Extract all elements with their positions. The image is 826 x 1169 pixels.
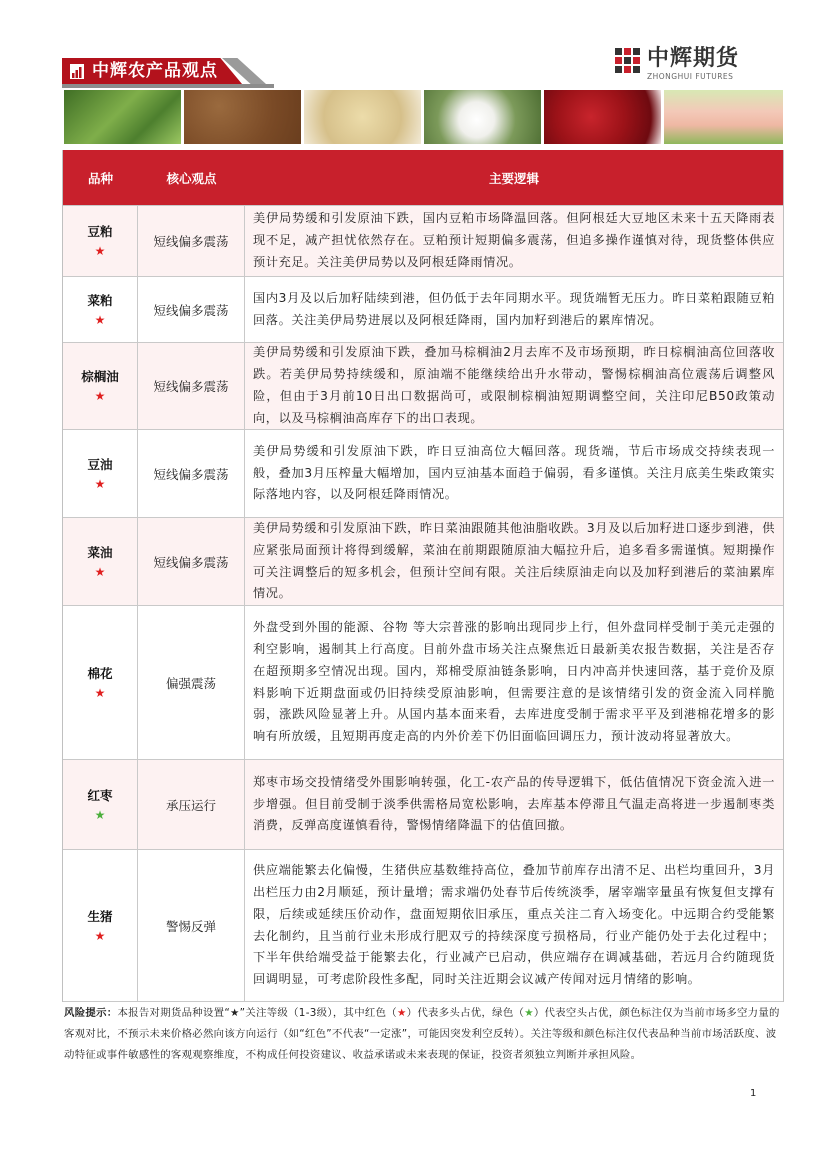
rapeseed-meal-photo (304, 90, 421, 144)
variety-name: 棕榈油 (81, 369, 119, 384)
main-logic-cell: 郑枣市场交投情绪受外围影响转强，化工-农产品的传导逻辑下，低估值情况下资金流入进一步增强。但目前受制于淡季供需格局宽松影响，去库基本停滞且气温走高将进一步遏制枣类消费，反弹高度谨慎看待，警惕情绪降温下的估值回撤。 (245, 760, 783, 849)
main-logic-cell: 美伊局势缓和引发原油下跌，叠加马棕榈油2月去库不及市场预期，昨日棕榈油高位回落收跌。若美伊局势持续缓和，原油端不能继续给出升水带动，警惕棕榈油高位震荡后调整风险，但由于3月前10日出口数据尚可，或限制棕榈油短期调整空间，关注印尼B50政策动向，以及马棕榈油高库存下的出口表现。 (245, 343, 783, 429)
variety-cell (63, 343, 138, 429)
logo-text-en: ZHONGHUI FUTURES (647, 72, 734, 81)
star-icon: ★ (94, 564, 106, 579)
variety-label-group (87, 786, 112, 824)
table-row (63, 205, 783, 276)
star-icon: ★ (94, 807, 106, 822)
green-star-icon: ★ (524, 1007, 534, 1019)
core-view-cell: 短线偏多震荡 (138, 518, 245, 605)
red-dates-photo (544, 90, 661, 144)
variety-name: 豆油 (87, 456, 113, 472)
main-logic-cell: 供应端能繁去化偏慢，生猪供应基数维持高位，叠加节前库存出清不足、出栏均重回升，3月出栏压力由2月顺延，预计量增；需求端仍处春节后传统淡季，屠宰端宰量虽有恢复但支撑有限，后续或延续压价动作，盘面短期依旧承压，重点关注二育入场变化。中远期合约受能繁去化制约，且当前行业未形成行肥双亏的持续深度亏损格局，行业产能仍处于去化过程中；下半年供给端受益于能繁去化，行业减产已启动，供应端存在调减基础，若远月合约随现货回调明显，可考虑阶段性多配，同时关注近期会议减产传闻对远月情绪的影响。 (253, 862, 775, 987)
star-icon: ★ (94, 244, 106, 258)
chart-up-icon (70, 62, 86, 80)
star-icon: ★ (94, 389, 106, 403)
company-logo (615, 46, 765, 81)
star-icon: ★ (94, 928, 106, 943)
risk-notice (64, 1003, 782, 1066)
table-row (63, 759, 783, 849)
cotton-photo (424, 90, 541, 144)
star-icon: ★ (94, 312, 106, 327)
main-logic-cell: 美伊局势缓和引发原油下跌，昨日菜油跟随其他油脂收跌。3月及以后加籽进口逐步到港，供应紧张局面预计将得到缓解，菜油在前期跟随原油大幅拉升后，追多看多需谨慎。短期操作可关注调整后的短多机会，但预计空间有限。关注后续原油走向以及加籽到港后的菜油累库情况。 (245, 518, 783, 605)
main-logic-cell: 国内3月及以后加籽陆续到港，但仍低于去年同期水平。现货端暂无压力。昨日菜粕跟随豆粕回落。关注美伊局势进展以及阿根廷降雨，国内加籽到港后的累库情况。 (253, 290, 775, 327)
header-core-view: 核心观点 (166, 170, 217, 186)
core-view-cell: 偏强震荡 (138, 606, 245, 759)
core-view-cell: 警惕反弹 (138, 850, 245, 1001)
variety-cell (63, 760, 138, 849)
variety-cell (63, 430, 138, 517)
table-header (63, 150, 783, 205)
soybean-pods-photo (64, 90, 181, 144)
core-view-cell: 短线偏多震荡 (138, 277, 245, 342)
star-icon: ★ (94, 476, 106, 491)
core-view-cell: 短线偏多震荡 (138, 206, 245, 276)
header-main-logic: 主要逻辑 (488, 170, 539, 186)
risk-text-3: ）代表空头占优，颜色标注仅为当前市场多空力量的客观对比，不预示未来价格必然向该方向运行（如“红色”不代表“一定涨”，可能因突发利空反转）。关注等级和颜色标注仅代表品种当前市场活跃度、波动特征或事件敏感性的客观观察维度，不构成任何投资建议、收益承诺或未来表现的保证，投资者须独立判断并承担风险。 (64, 1007, 780, 1061)
variety-name: 红枣 (87, 787, 113, 803)
table-row (63, 342, 783, 429)
soymeal-photo (184, 90, 301, 144)
variety-label-group (87, 291, 112, 329)
risk-label: 风险提示： (64, 1007, 118, 1019)
table-row (63, 849, 783, 1001)
variety-label-group (87, 222, 112, 260)
variety-cell (63, 850, 138, 1001)
star-icon: ★ (94, 685, 106, 700)
variety-label-group (87, 907, 112, 945)
core-view-cell: 短线偏多震荡 (138, 343, 245, 429)
main-logic-cell: 美伊局势缓和引发原油下跌，昨日豆油高位大幅回落。现货端，节后市场成交持续表现一般，叠加3月压榨量大幅增加，国内豆油基本面趋于偏弱，看多谨慎。关注月底美生柴政策实际落地内容，以及阿根廷降雨情况。 (253, 443, 775, 502)
page-number: 1 (750, 1088, 757, 1099)
core-view-cell: 短线偏多震荡 (138, 430, 245, 517)
commodity-outlook-table (62, 150, 784, 1002)
variety-label-group (87, 455, 112, 493)
variety-name: 棉花 (87, 665, 113, 681)
variety-cell (63, 206, 138, 276)
table-row (63, 605, 783, 759)
header-variety: 品种 (87, 170, 113, 186)
variety-name: 生猪 (87, 908, 113, 924)
variety-name: 豆粕 (87, 224, 113, 239)
logo-text-cn: 中辉期货 (647, 46, 740, 71)
main-logic-cell: 外盘受到外围的能源、谷物 等大宗普涨的影响出现同步上行，但外盘同样受制于美元走强的利空影响，遏制其上行高度。目前外盘市场关注点聚焦近日最新美农报告数据，关注是否存在超预期多空情况出现。国内，郑棉受原油链条影响，日内冲高并快速回落，基于竞价及原料影响下近期盘面或仍旧持续受原油影响，但需要注意的是该情绪引发的资金流入同样脆弱，涨跌风险显著上升。从国内基本面来看，去库进度受制于需求平平及到港棉花增多的影响有所放缓，且短期再度走高的内外价差下仍旧面临回调压力，预计波动将显著放大。 (253, 619, 775, 744)
table-row (63, 517, 783, 605)
variety-cell (63, 606, 138, 759)
red-star-icon: ★ (397, 1007, 407, 1019)
core-view-cell: 承压运行 (138, 760, 245, 849)
variety-label-group (87, 664, 112, 702)
variety-name: 菜粕 (87, 292, 113, 308)
header-banner-shadow (62, 84, 274, 88)
variety-cell (63, 518, 138, 605)
photo-strip (64, 90, 783, 144)
table-row (63, 429, 783, 517)
risk-text-1: 本报告对期货品种设置“★”关注等级（1-3级），其中红色（ (117, 1007, 397, 1019)
logo-mark-icon (615, 48, 641, 74)
page-title: 中辉农产品观点 (92, 61, 218, 81)
variety-label-group (81, 367, 119, 405)
main-logic-cell: 美伊局势缓和引发原油下跌，国内豆粕市场降温回落。但阿根廷大豆地区未来十五天降雨表现不足，减产担忧依然存在。豆粕预计短期偏多震荡，但追多操作谨慎对待，现货整体供应预计充足。关注美伊局势以及阿根廷降雨情况。 (245, 206, 783, 276)
table-row (63, 276, 783, 342)
variety-cell (63, 277, 138, 342)
variety-name: 菜油 (87, 544, 113, 560)
pig-photo (664, 90, 783, 144)
variety-label-group (87, 543, 112, 581)
risk-text-2: ）代表多头占优，绿色（ (406, 1007, 525, 1019)
